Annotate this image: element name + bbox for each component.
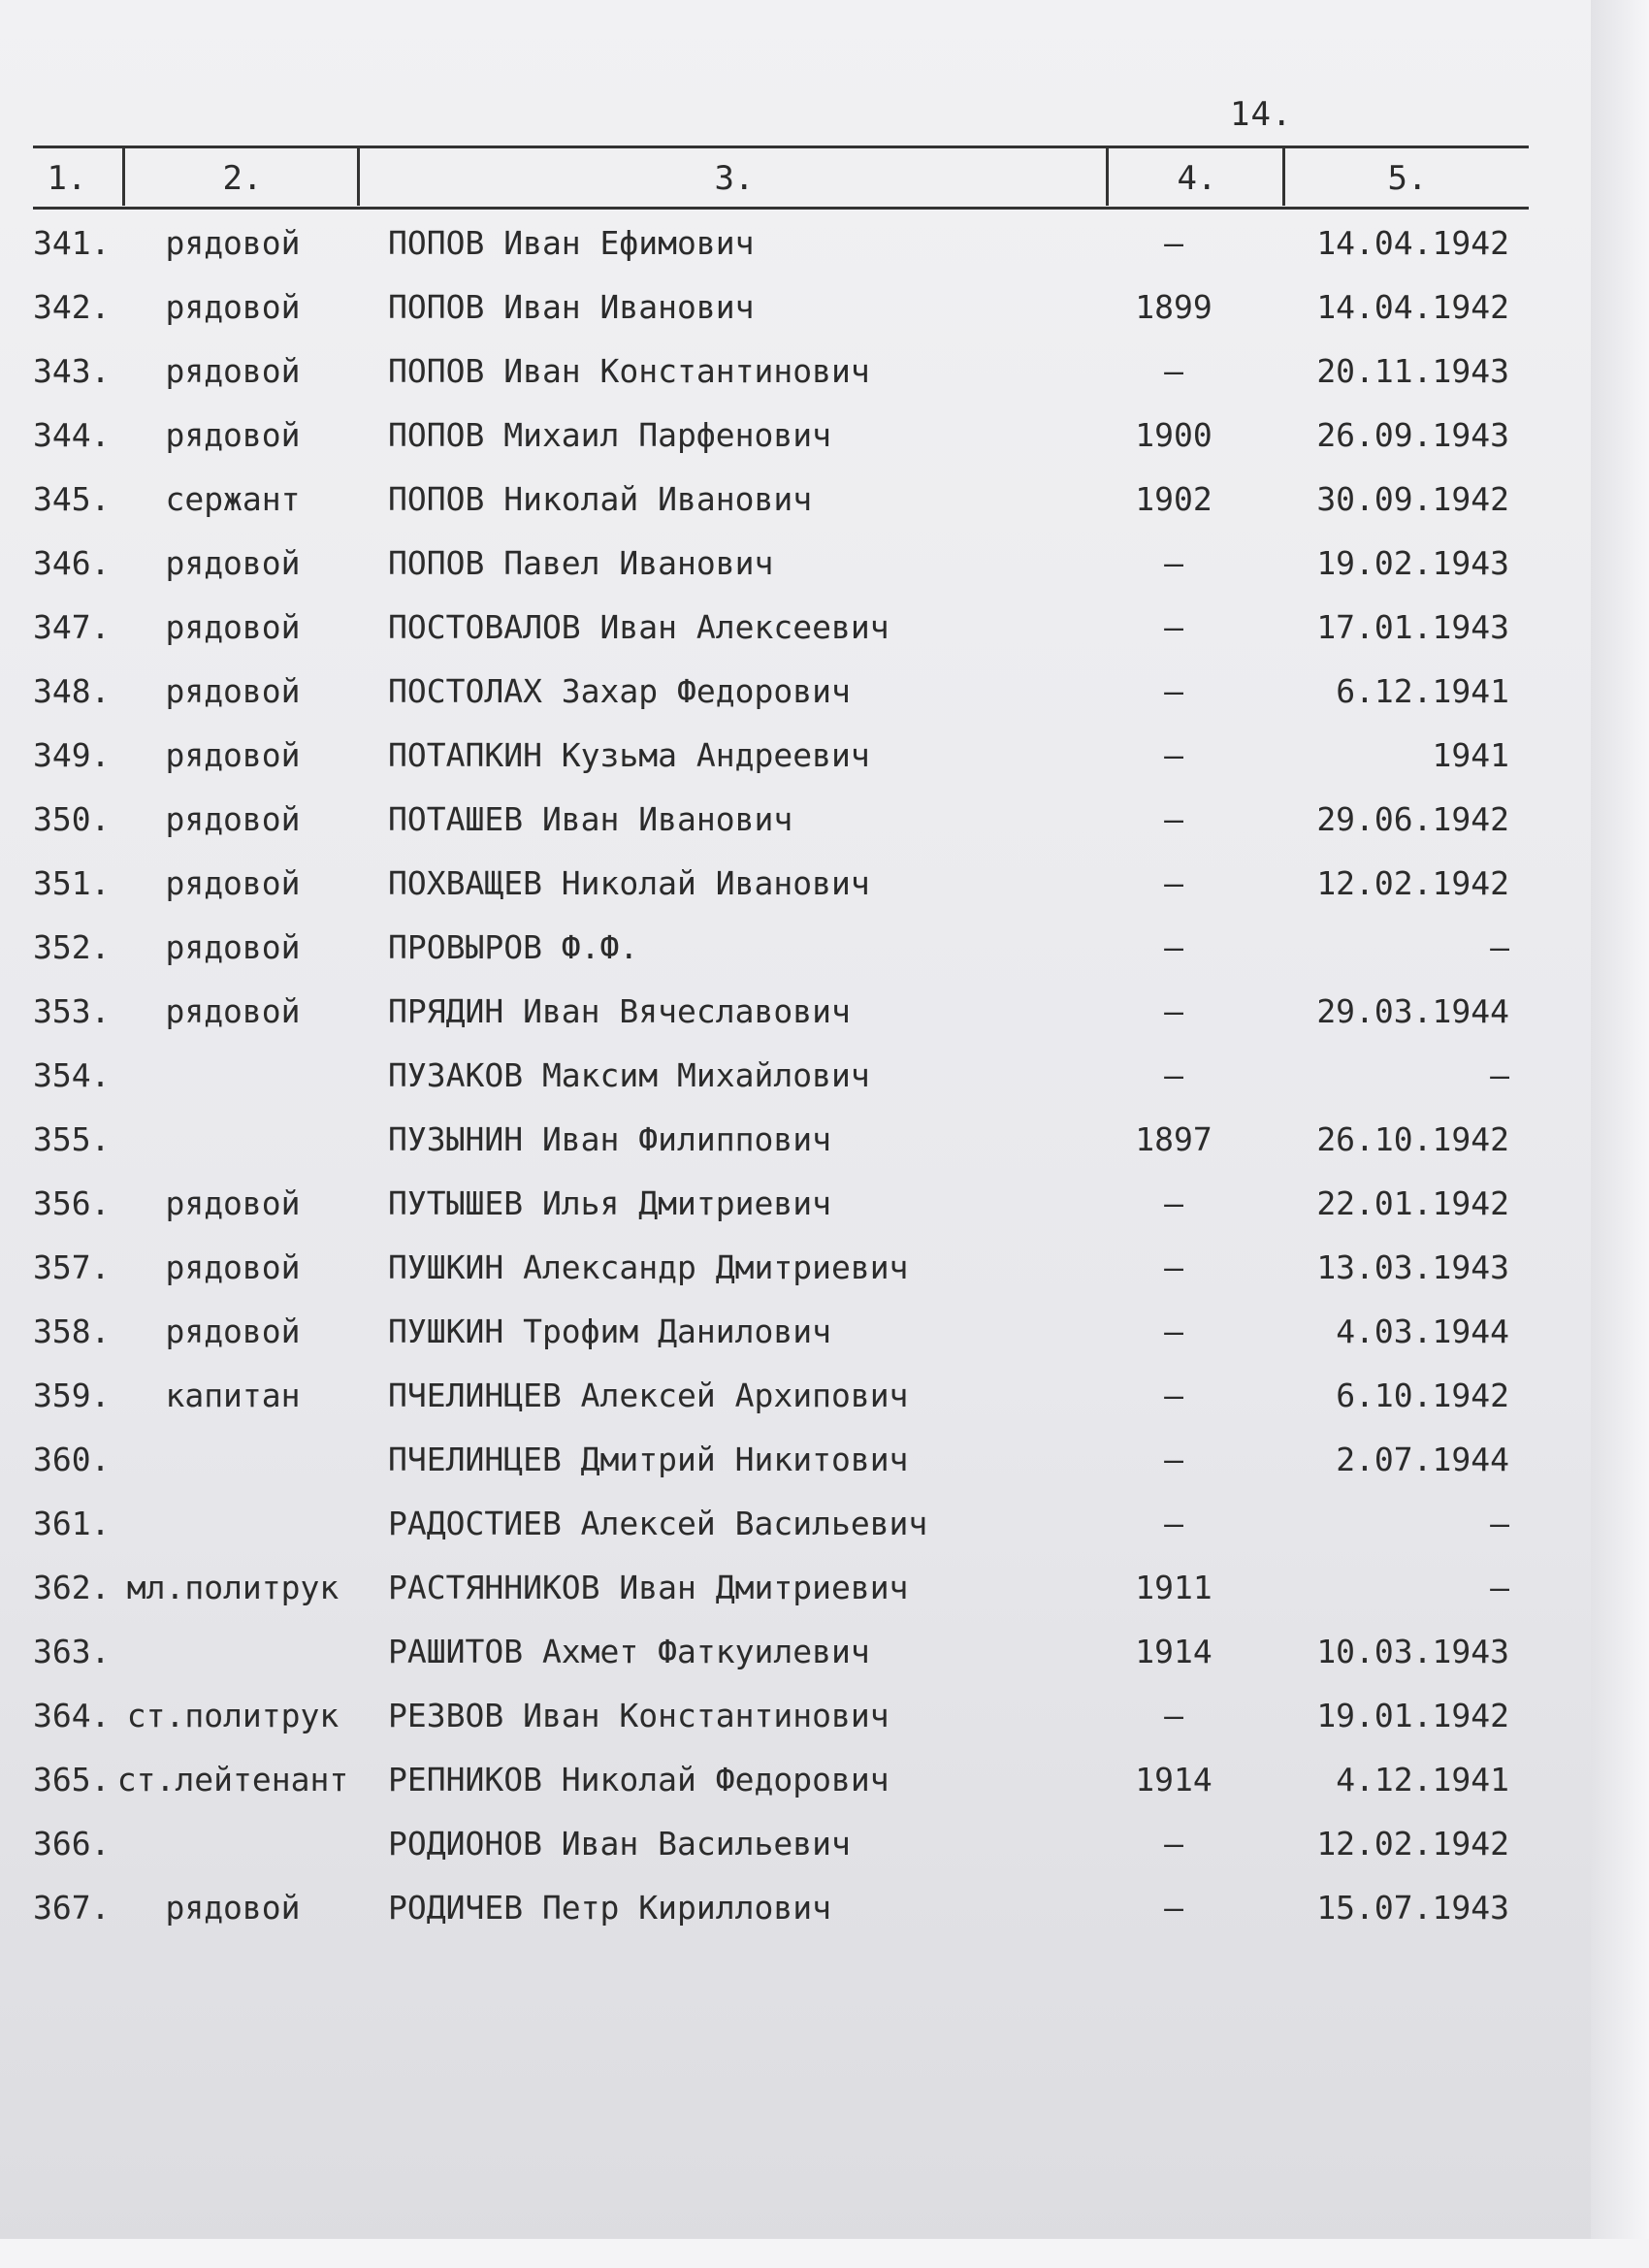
record-rank: капитан: [165, 1377, 301, 1414]
record-number: 363.: [33, 1633, 111, 1670]
record-date: 4.03.1944: [1336, 1312, 1509, 1350]
record-date: 30.09.1942: [1316, 480, 1509, 518]
record-name: ПУШКИН Трофим Данилович: [388, 1312, 831, 1350]
record-number: 364.: [33, 1697, 111, 1734]
record-name: ПЧЕЛИНЦЕВ Алексей Архипович: [388, 1377, 909, 1414]
table-row: [0, 1620, 1649, 1684]
record-date: 2.07.1944: [1336, 1441, 1509, 1478]
record-birth-year: –: [1164, 1056, 1183, 1094]
table-row: [0, 788, 1649, 852]
record-birth-year: –: [1164, 1184, 1183, 1222]
record-number: 350.: [33, 800, 111, 838]
record-rank: рядовой: [165, 928, 301, 966]
record-name: РАШИТОВ Ахмет Фаткуилевич: [388, 1633, 870, 1670]
record-name: ПУЗЫНИН Иван Филиппович: [388, 1120, 831, 1158]
record-birth-year: –: [1164, 1889, 1183, 1927]
header-col5: 5.: [1387, 159, 1428, 198]
record-number: 354.: [33, 1056, 111, 1094]
table-row: [0, 1300, 1649, 1364]
record-rank: рядовой: [165, 416, 301, 454]
header-col2: 2.: [222, 159, 263, 198]
record-name: ПОТАПКИН Кузьма Андреевич: [388, 736, 870, 774]
table-row: [0, 916, 1649, 980]
record-date: 14.04.1942: [1316, 224, 1509, 262]
record-rank: сержант: [165, 480, 301, 518]
page-number: 14.: [1230, 95, 1293, 134]
record-name: ПОПОВ Николай Иванович: [388, 480, 813, 518]
record-birth-year: –: [1164, 928, 1183, 966]
table-row: [0, 1108, 1649, 1172]
record-date: 10.03.1943: [1316, 1633, 1509, 1670]
record-date: –: [1490, 928, 1509, 966]
record-name: ПОПОВ Иван Константинович: [388, 352, 870, 390]
table-row: [0, 1236, 1649, 1300]
table-row: [0, 596, 1649, 660]
record-date: –: [1490, 1569, 1509, 1606]
record-number: 348.: [33, 672, 111, 710]
record-date: 6.12.1941: [1336, 672, 1509, 710]
table-row: [0, 660, 1649, 724]
table-row: [0, 1684, 1649, 1748]
record-number: 349.: [33, 736, 111, 774]
table-row: [0, 340, 1649, 404]
record-rank: мл.политрук: [126, 1569, 340, 1606]
record-rank: рядовой: [165, 992, 301, 1030]
table-row: [0, 1364, 1649, 1428]
record-date: 26.10.1942: [1316, 1120, 1509, 1158]
header-col3: 3.: [714, 159, 755, 198]
record-number: 352.: [33, 928, 111, 966]
record-birth-year: –: [1164, 1248, 1183, 1286]
header-col4: 4.: [1177, 159, 1217, 198]
record-name: ПОТАШЕВ Иван Иванович: [388, 800, 793, 838]
record-rank: рядовой: [165, 224, 301, 262]
record-date: 4.12.1941: [1336, 1761, 1509, 1798]
record-name: ПОПОВ Иван Иванович: [388, 288, 755, 326]
record-birth-year: –: [1164, 1312, 1183, 1350]
record-date: 26.09.1943: [1316, 416, 1509, 454]
table-row: [0, 852, 1649, 916]
record-name: ПОПОВ Павел Иванович: [388, 544, 774, 582]
header-separator: [122, 147, 125, 206]
record-rank: рядовой: [165, 736, 301, 774]
record-birth-year: 1914: [1135, 1633, 1212, 1670]
record-name: ПУТЫШЕВ Илья Дмитриевич: [388, 1184, 831, 1222]
record-name: ПРЯДИН Иван Вячеславович: [388, 992, 851, 1030]
table-row: [0, 275, 1649, 340]
record-birth-year: –: [1164, 1377, 1183, 1414]
record-name: ПОПОВ Михаил Парфенович: [388, 416, 831, 454]
record-name: РАСТЯННИКОВ Иван Дмитриевич: [388, 1569, 909, 1606]
header-separator: [1106, 147, 1109, 206]
record-date: 12.02.1942: [1316, 1825, 1509, 1863]
record-number: 361.: [33, 1505, 111, 1542]
record-birth-year: –: [1164, 736, 1183, 774]
page-bottom-edge: [0, 2239, 1649, 2268]
record-birth-year: –: [1164, 800, 1183, 838]
record-name: ПЧЕЛИНЦЕВ Дмитрий Никитович: [388, 1441, 909, 1478]
table-row: [0, 1556, 1649, 1620]
record-birth-year: 1899: [1135, 288, 1212, 326]
record-number: 360.: [33, 1441, 111, 1478]
record-number: 342.: [33, 288, 111, 326]
record-date: 20.11.1943: [1316, 352, 1509, 390]
record-rank: рядовой: [165, 1248, 301, 1286]
record-number: 367.: [33, 1889, 111, 1927]
record-birth-year: –: [1164, 1441, 1183, 1478]
table-row: [0, 468, 1649, 532]
record-date: 19.02.1943: [1316, 544, 1509, 582]
record-date: –: [1490, 1056, 1509, 1094]
header-separator: [1282, 147, 1285, 206]
record-number: 359.: [33, 1377, 111, 1414]
header-top-rule: [33, 146, 1529, 148]
record-birth-year: –: [1164, 352, 1183, 390]
record-number: 365.: [33, 1761, 111, 1798]
record-rank: ст.политрук: [126, 1697, 340, 1734]
record-name: РЕЗВОВ Иван Константинович: [388, 1697, 889, 1734]
record-rank: ст.лейтенант: [116, 1761, 349, 1798]
record-rank: рядовой: [165, 864, 301, 902]
record-name: РОДИЧЕВ Петр Кириллович: [388, 1889, 831, 1927]
record-birth-year: –: [1164, 992, 1183, 1030]
record-birth-year: –: [1164, 1697, 1183, 1734]
table-row: [0, 211, 1649, 275]
record-name: РОДИОНОВ Иван Васильевич: [388, 1825, 851, 1863]
record-date: 22.01.1942: [1316, 1184, 1509, 1222]
record-rank: рядовой: [165, 352, 301, 390]
record-rank: рядовой: [165, 1184, 301, 1222]
record-number: 356.: [33, 1184, 111, 1222]
table-row: [0, 404, 1649, 468]
table-row: [0, 1876, 1649, 1940]
record-number: 346.: [33, 544, 111, 582]
table-row: [0, 1172, 1649, 1236]
record-name: ПОХВАЩЕВ Николай Иванович: [388, 864, 870, 902]
table-row: [0, 1428, 1649, 1492]
record-birth-year: 1914: [1135, 1761, 1212, 1798]
table-row: [0, 980, 1649, 1044]
record-name: ПРОВЫРОВ Ф.Ф.: [388, 928, 639, 966]
record-date: 1941: [1432, 736, 1509, 774]
record-number: 351.: [33, 864, 111, 902]
record-name: ПУЗАКОВ Максим Михайлович: [388, 1056, 870, 1094]
record-name: РАДОСТИЕВ Алексей Васильевич: [388, 1505, 928, 1542]
record-birth-year: –: [1164, 1825, 1183, 1863]
record-number: 362.: [33, 1569, 111, 1606]
record-number: 366.: [33, 1825, 111, 1863]
record-name: РЕПНИКОВ Николай Федорович: [388, 1761, 889, 1798]
record-number: 358.: [33, 1312, 111, 1350]
record-name: ПОПОВ Иван Ефимович: [388, 224, 755, 262]
record-date: 15.07.1943: [1316, 1889, 1509, 1927]
record-name: ПОСТОЛАХ Захар Федорович: [388, 672, 851, 710]
record-date: 14.04.1942: [1316, 288, 1509, 326]
record-birth-year: 1897: [1135, 1120, 1212, 1158]
record-number: 353.: [33, 992, 111, 1030]
record-date: –: [1490, 1505, 1509, 1542]
record-date: 17.01.1943: [1316, 608, 1509, 646]
record-date: 6.10.1942: [1336, 1377, 1509, 1414]
header-separator: [357, 147, 360, 206]
record-rank: рядовой: [165, 1312, 301, 1350]
record-number: 355.: [33, 1120, 111, 1158]
record-date: 29.03.1944: [1316, 992, 1509, 1030]
record-number: 344.: [33, 416, 111, 454]
record-number: 357.: [33, 1248, 111, 1286]
record-rank: рядовой: [165, 544, 301, 582]
record-birth-year: 1900: [1135, 416, 1212, 454]
record-date: 12.02.1942: [1316, 864, 1509, 902]
record-birth-year: –: [1164, 864, 1183, 902]
record-date: 19.01.1942: [1316, 1697, 1509, 1734]
record-birth-year: 1902: [1135, 480, 1212, 518]
table-row: [0, 1748, 1649, 1812]
header-bottom-rule: [33, 207, 1529, 210]
record-rank: рядовой: [165, 288, 301, 326]
record-number: 343.: [33, 352, 111, 390]
record-number: 341.: [33, 224, 111, 262]
record-rank: рядовой: [165, 608, 301, 646]
table-row: [0, 1812, 1649, 1876]
record-birth-year: –: [1164, 544, 1183, 582]
record-birth-year: –: [1164, 224, 1183, 262]
record-number: 347.: [33, 608, 111, 646]
header-col1: 1.: [47, 159, 87, 198]
record-number: 345.: [33, 480, 111, 518]
record-rank: рядовой: [165, 1889, 301, 1927]
record-birth-year: –: [1164, 608, 1183, 646]
record-rank: рядовой: [165, 672, 301, 710]
record-rank: рядовой: [165, 800, 301, 838]
table-row: [0, 532, 1649, 596]
record-date: 29.06.1942: [1316, 800, 1509, 838]
table-row: [0, 1044, 1649, 1108]
record-name: ПОСТОВАЛОВ Иван Алексеевич: [388, 608, 889, 646]
record-date: 13.03.1943: [1316, 1248, 1509, 1286]
record-birth-year: –: [1164, 1505, 1183, 1542]
table-row: [0, 1492, 1649, 1556]
record-name: ПУШКИН Александр Дмитриевич: [388, 1248, 909, 1286]
table-row: [0, 724, 1649, 788]
record-birth-year: –: [1164, 672, 1183, 710]
record-birth-year: 1911: [1135, 1569, 1212, 1606]
